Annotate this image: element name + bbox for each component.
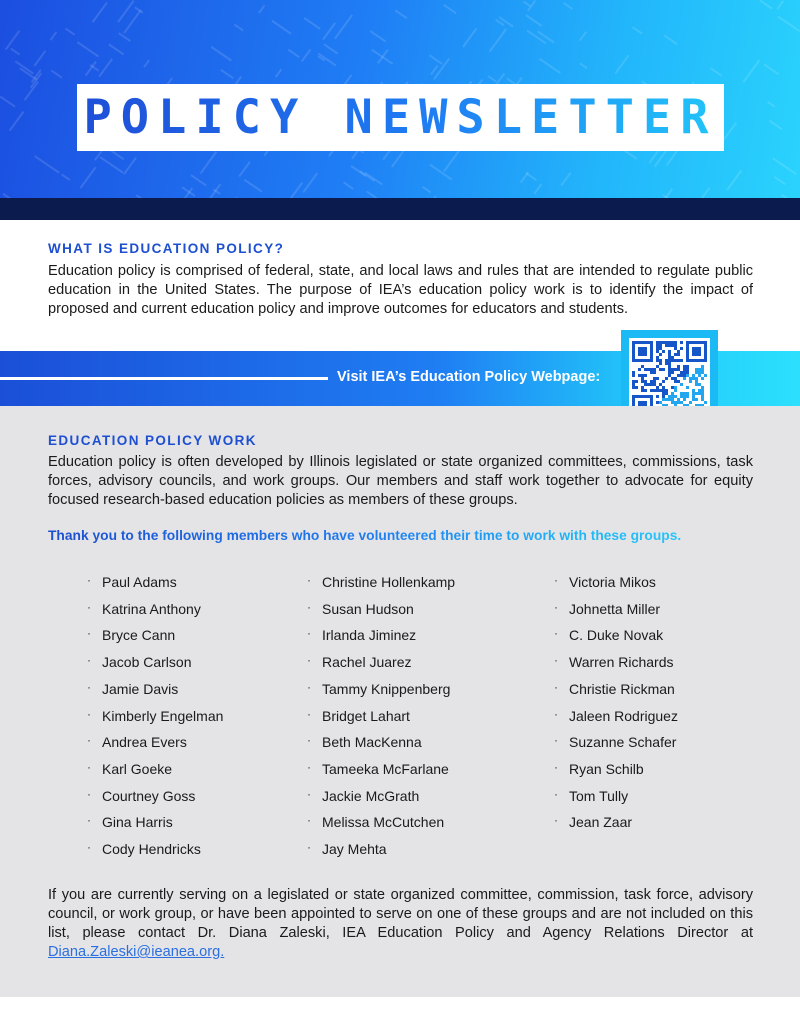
bullet-icon: · xyxy=(307,599,311,614)
member-name xyxy=(554,679,675,697)
member-name-text: Ryan Schilb xyxy=(569,760,644,777)
member-name-text: Kimberly Engelman xyxy=(102,707,224,724)
bullet-icon: · xyxy=(307,626,311,641)
member-name-text: Katrina Anthony xyxy=(102,600,201,617)
member-name-text: Jay Mehta xyxy=(322,841,387,857)
member-name-text: Tameeka McFarlane xyxy=(322,760,449,777)
member-name-text: Tammy Knippenberg xyxy=(322,680,451,697)
bullet-icon: · xyxy=(307,813,311,828)
member-name xyxy=(554,653,674,671)
member-name xyxy=(87,706,224,724)
member-name-text: Beth MacKenna xyxy=(322,734,422,751)
member-name xyxy=(87,573,177,590)
policy-work-heading: EDUCATION POLICY WORK xyxy=(48,433,257,448)
what-is-body: Education policy is comprised of federal, state, and local laws and rules that are intended to regulate public education in the United States. The purpose of IEA’s education policy work is to identify the impact of proposed and current education policy and improve outcomes for educators and students. xyxy=(48,263,753,317)
member-name-text: Victoria Mikos xyxy=(569,574,656,590)
bullet-icon: · xyxy=(554,573,558,587)
member-name-text: Jean Zaar xyxy=(569,814,633,831)
member-name xyxy=(307,653,412,671)
member-name xyxy=(87,813,173,831)
bullet-icon: · xyxy=(307,786,311,801)
member-name xyxy=(87,626,176,644)
member-name-text: Bryce Cann xyxy=(102,627,176,644)
thanks-message: Thank you to the following members who have volunteered their time to work with these groups. xyxy=(48,528,768,543)
member-name-text: Gina Harris xyxy=(102,814,173,831)
member-name xyxy=(554,599,661,617)
member-name-text: Jackie McGrath xyxy=(322,787,420,804)
member-name-text: Cody Hendricks xyxy=(102,841,201,857)
bullet-icon: · xyxy=(87,759,91,774)
member-name xyxy=(307,706,410,724)
member-name-text: Christine Hollenkamp xyxy=(322,574,456,590)
member-name-text: C. Duke Novak xyxy=(569,627,664,644)
bullet-icon: · xyxy=(87,573,91,587)
member-name-text: Jaleen Rodriguez xyxy=(569,707,678,724)
bullet-icon: · xyxy=(554,599,558,614)
bullet-icon: · xyxy=(87,706,91,721)
closing-paragraph xyxy=(48,886,753,962)
member-name-text: Melissa McCutchen xyxy=(322,814,445,831)
member-name-text: Karl Goeke xyxy=(102,760,173,777)
bullet-icon: · xyxy=(554,626,558,641)
member-name xyxy=(307,599,414,617)
member-name xyxy=(554,786,629,804)
bullet-icon: · xyxy=(87,733,91,748)
bullet-icon: · xyxy=(307,653,311,668)
bullet-icon: · xyxy=(554,733,558,748)
member-name-text: Suzanne Schafer xyxy=(569,734,677,751)
member-name-text: Jamie Davis xyxy=(102,680,179,697)
member-name xyxy=(307,813,445,831)
title-box xyxy=(77,84,724,151)
bullet-icon: · xyxy=(554,813,558,828)
member-name-text: Irlanda Jiminez xyxy=(322,627,417,644)
bullet-icon: · xyxy=(554,706,558,721)
member-name xyxy=(87,733,187,751)
member-name xyxy=(554,759,644,777)
member-name xyxy=(87,786,196,804)
member-name xyxy=(307,840,387,857)
member-name xyxy=(307,733,422,751)
bullet-icon: · xyxy=(307,759,311,774)
newsletter-title: POLICY NEWSLETTER xyxy=(83,90,718,145)
bullet-icon: · xyxy=(307,840,311,854)
newsletter-header xyxy=(0,0,800,198)
bullet-icon: · xyxy=(554,679,558,694)
policy-work-body: Education policy is often developed by Illinois legislated or state organized committees, commissions, task forces, advisory councils, and work groups. Our members and staff work together to advocate for equity focused research-based education policies as members of these groups. xyxy=(48,454,753,508)
bullet-icon: · xyxy=(87,840,91,854)
bullet-icon: · xyxy=(554,786,558,801)
closing-text: If you are currently serving on a legislated or state organized committee, commission, task force, advisory council, or work group, or have been appointed to serve on one of these groups and are not included on this list, please contact Dr. Diana Zaleski, IEA Education Policy and Agency Relations Director at xyxy=(48,887,753,941)
member-name xyxy=(554,573,656,590)
member-name-text: Andrea Evers xyxy=(102,734,187,751)
member-name-text: Rachel Juarez xyxy=(322,654,412,671)
header-divider xyxy=(0,198,800,220)
member-name xyxy=(554,813,633,831)
bullet-icon: · xyxy=(307,733,311,748)
member-name xyxy=(87,599,201,617)
bullet-icon: · xyxy=(87,653,91,668)
contact-email-link[interactable]: Diana.Zaleski@ieanea.org. xyxy=(48,944,225,960)
member-name xyxy=(307,786,420,804)
member-name xyxy=(554,733,677,751)
member-name-text: Jacob Carlson xyxy=(102,654,192,671)
member-name-text: Warren Richards xyxy=(569,654,674,671)
webpage-link-label[interactable]: Visit IEA’s Education Policy Webpage: xyxy=(337,369,601,385)
bullet-icon: · xyxy=(87,786,91,801)
member-name xyxy=(307,679,451,697)
bullet-icon: · xyxy=(554,759,558,774)
what-is-heading: WHAT IS EDUCATION POLICY? xyxy=(48,241,285,256)
bullet-icon: · xyxy=(307,679,311,694)
bullet-icon: · xyxy=(87,813,91,828)
member-name-text: Bridget Lahart xyxy=(322,707,410,724)
member-name-text: Johnetta Miller xyxy=(569,600,661,617)
bullet-icon: · xyxy=(307,706,311,721)
bullet-icon: · xyxy=(307,573,311,587)
member-name xyxy=(87,653,192,671)
bullet-icon: · xyxy=(554,653,558,668)
member-name xyxy=(554,626,664,644)
member-name xyxy=(307,759,449,777)
member-name xyxy=(307,573,456,590)
member-name-text: Christie Rickman xyxy=(569,680,675,697)
member-name-text: Susan Hudson xyxy=(322,600,414,617)
member-name xyxy=(554,706,678,724)
banner-rule xyxy=(0,377,328,380)
member-name xyxy=(87,759,173,777)
member-name-text: Tom Tully xyxy=(569,787,629,804)
member-name-text: Paul Adams xyxy=(102,574,177,590)
member-name xyxy=(307,626,417,644)
member-name xyxy=(87,840,201,857)
member-name xyxy=(87,679,179,697)
bullet-icon: · xyxy=(87,679,91,694)
bullet-icon: · xyxy=(87,626,91,641)
bullet-icon: · xyxy=(87,599,91,614)
member-name-text: Courtney Goss xyxy=(102,787,196,804)
